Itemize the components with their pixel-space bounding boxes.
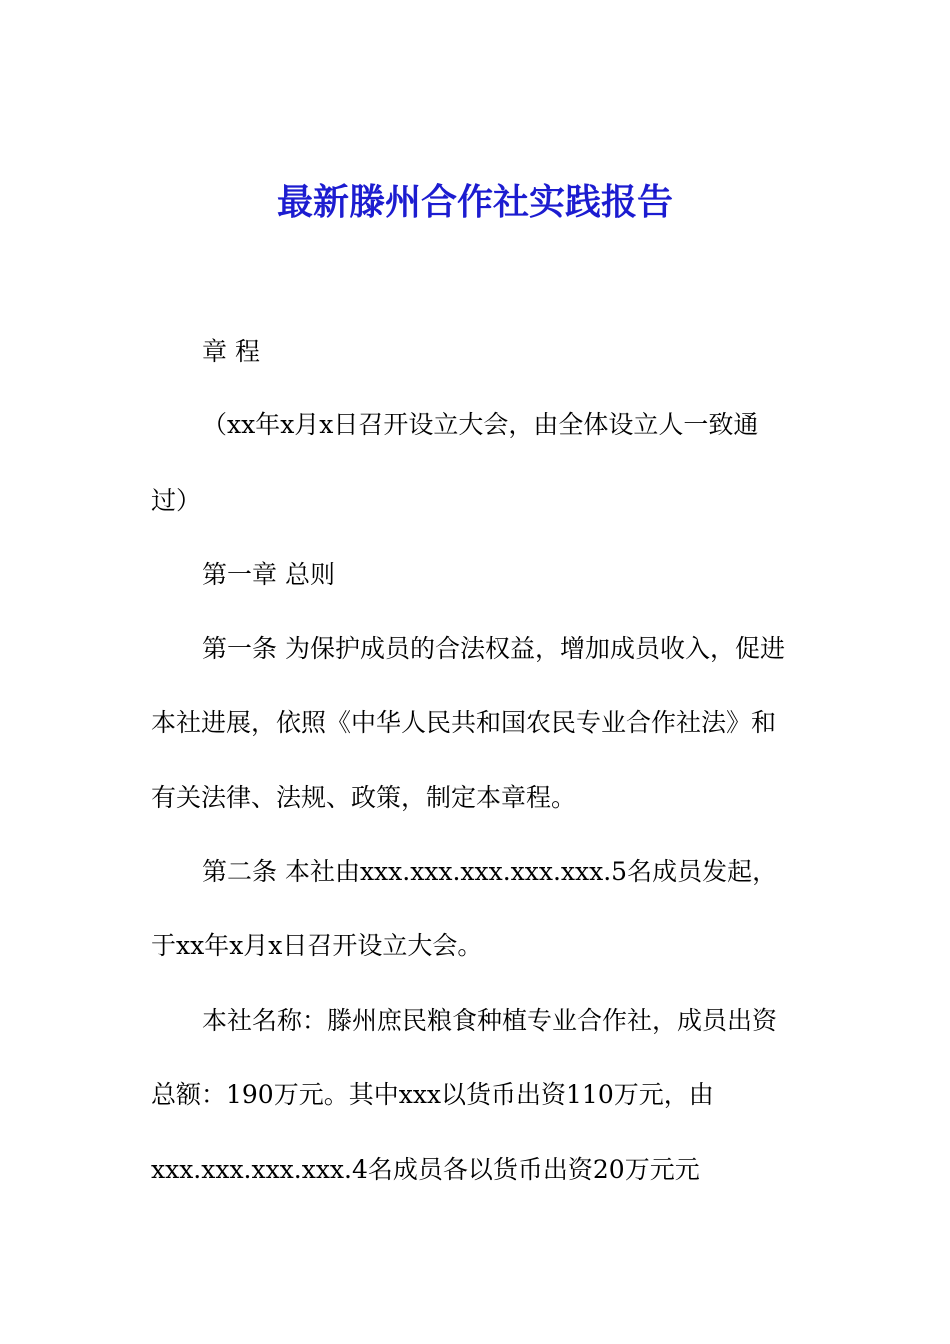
paragraph-line: 第一条 为保护成员的合法权益，增加成员收入，促进 [202,634,785,663]
paragraph-line: 本社名称：滕州庶民粮食种植专业合作社，成员出资 [202,1006,778,1035]
paragraph-line: 于xx年x月x日召开设立大会。 [151,931,483,960]
paragraph-line: 有关法律、法规、政策，制定本章程。 [151,783,577,812]
paragraph-line: 第二条 本社由xxx.xxx.xxx.xxx.xxx.5名成员发起， [202,857,778,886]
paragraph-line: 总额：190万元。其中xxx以货币出资110万元，由 [151,1080,714,1109]
chapter-heading-charter: 章 程 [202,337,260,366]
chapter-heading-general: 第一章 总则 [202,560,335,589]
paragraph-line: xxx.xxx.xxx.xxx.4名成员各以货币出资20万元元 [151,1155,700,1184]
paragraph-line: 本社进展，依照《中华人民共和国农民专业合作社法》和 [151,708,777,737]
document-title: 最新滕州合作社实践报告 [276,182,673,223]
paragraph-line: 过） [151,486,202,515]
paragraph-line: （xx年x月x日召开设立大会，由全体设立人一致通 [202,410,759,439]
